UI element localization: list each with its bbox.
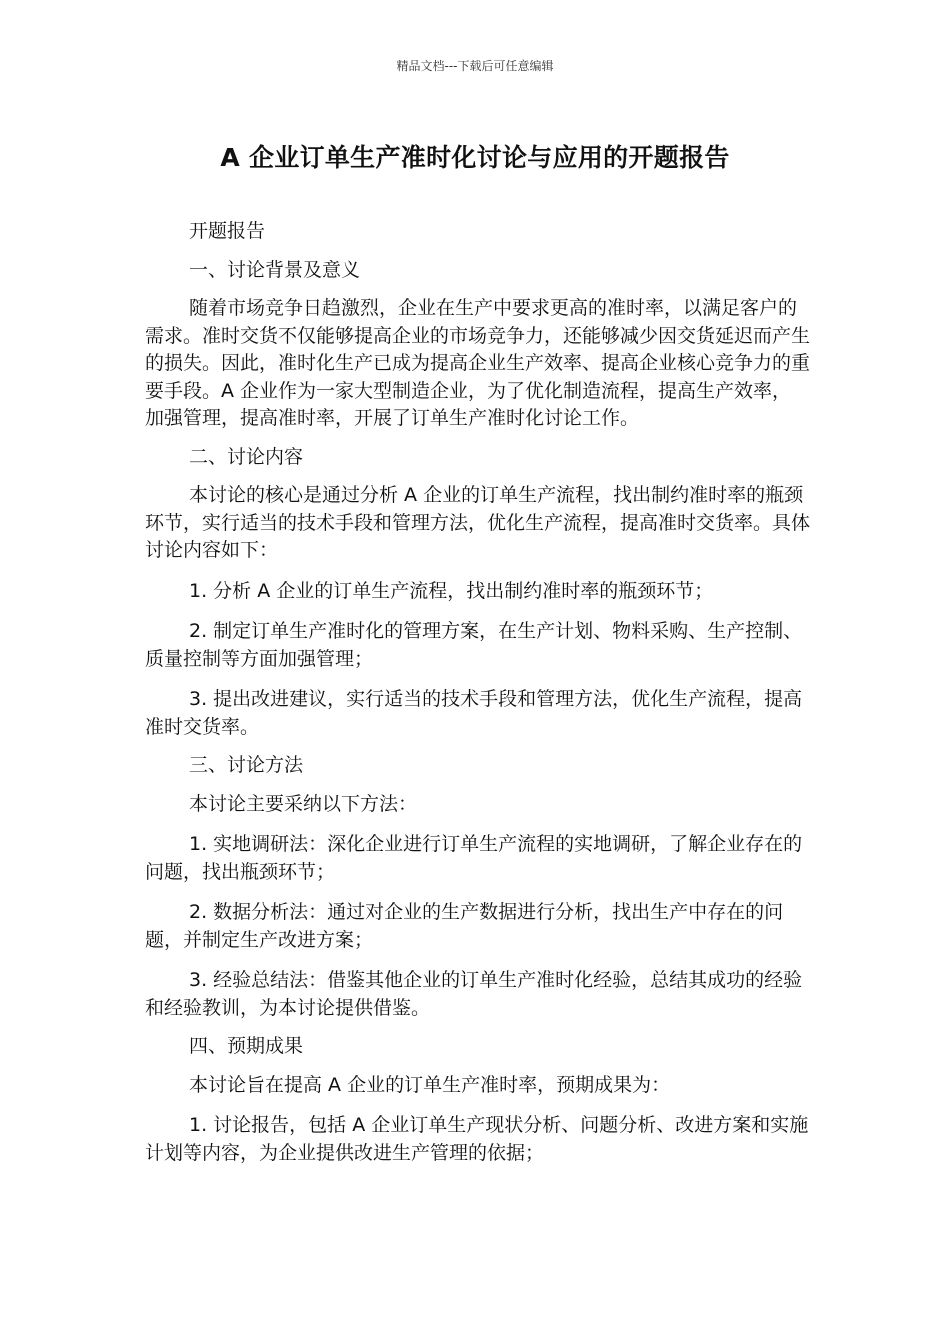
section-heading: 四、预期成果 (189, 1035, 304, 1057)
body-paragraph: 本讨论主要采纳以下方法： (189, 792, 418, 815)
list-item: 1. 实地调研法：深化企业进行订单生产流程的实地调研，了解企业存在的问题，找出瓶颈环节； (145, 833, 803, 883)
report-label: 开题报告 (189, 220, 266, 242)
list-item: 3. 提出改进建议，实行适当的技术手段和管理方法，优化生产流程，提高准时交货率。 (145, 688, 803, 738)
list-item: 1. 讨论报告，包括 A 企业订单生产现状分析、问题分析、改进方案和实施计划等内容，为企业提供改进生产管理的依据； (145, 1114, 809, 1164)
section-heading: 二、讨论内容 (189, 445, 304, 468)
document-body (145, 218, 810, 1167)
document-title: A 企业订单生产准时化讨论与应用的开题报告 (220, 143, 730, 172)
header-note: 精品文档---下载后可任意编辑 (396, 59, 554, 73)
section-heading: 一、讨论背景及意义 (189, 258, 361, 281)
section-heading: 三、讨论方法 (189, 754, 304, 776)
list-item: 3. 经验总结法：借鉴其他企业的订单生产准时化经验，总结其成功的经验和经验教训，为本讨论提供借鉴。 (145, 969, 803, 1019)
list-item: 2. 制定订单生产准时化的管理方案，在生产计划、物料采购、生产控制、质量控制等方面加强管理； (145, 620, 803, 670)
list-item: 2. 数据分析法：通过对企业的生产数据进行分析，找出生产中存在的问题，并制定生产改进方案； (145, 901, 784, 951)
body-paragraph: 本讨论旨在提高 A 企业的订单生产准时率，预期成果为： (189, 1073, 671, 1096)
body-paragraph: 本讨论的核心是通过分析 A 企业的订单生产流程，找出制约准时率的瓶颈环节，实行适当的技术手段和管理方法，优化生产流程，提高准时交货率。具体讨论内容如下： (145, 484, 811, 561)
list-item: 1. 分析 A 企业的订单生产流程，找出制约准时率的瓶颈环节； (189, 579, 714, 602)
body-paragraph: 随着市场竞争日趋激烈，企业在生产中要求更高的准时率，以满足客户的需求。准时交货不仅能够提高企业的市场竞争力，还能够减少因交货延迟而产生的损失。因此，准时化生产已成为提高企业生产效率、提高企业核心竞争力的重要手段。A 企业作为一家大型制造企业，为了优化制造流程，提高生产效率，加强管理，提高准时率，开展了订单生产准时化讨论工作。 (145, 297, 811, 429)
